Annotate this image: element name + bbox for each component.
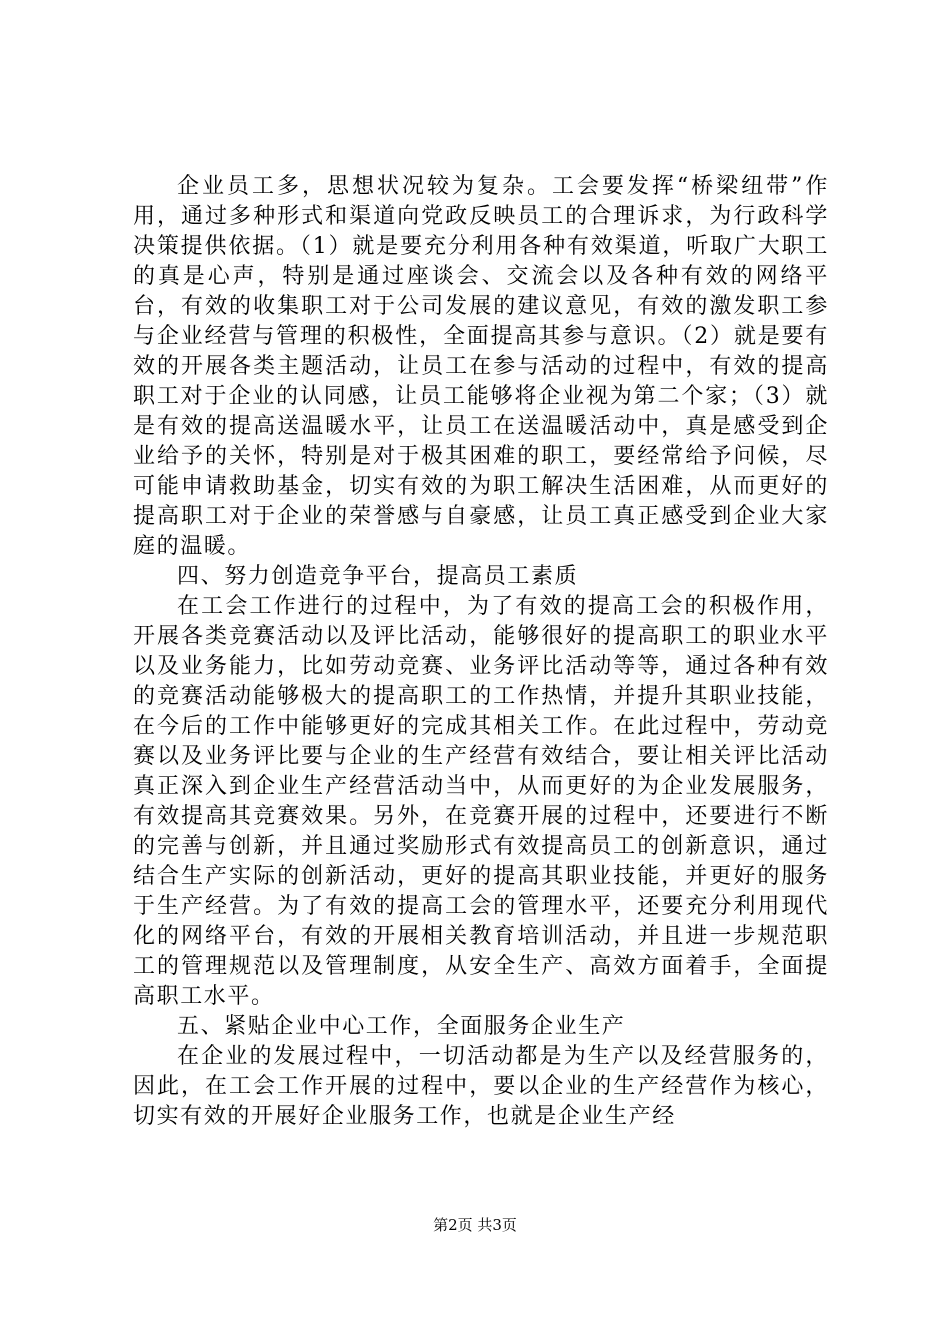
page-number-footer: 第2页 共3页 bbox=[433, 1216, 517, 1234]
paragraph-employee-demands: 企业员工多，思想状况较为复杂。工会要发挥“桥梁纽带”作用，通过多种形式和渠道向党政反映员工的合理诉求，为行政科学决策提供依据。（1）就是要充分利用各种有效渠道，听取广大职工的真是心声，特别是通过座谈会、交流会以及各种有效的网络平台，有效的收集职工对于公司发展的建议意见，有效的激发职工参与企业经营与管理的积极性，全面提高其参与意识。（2）就是要有效的开展各类主题活动，让员工在参与活动的过程中，有效的提高职工对于企业的认同感，让员工能够将企业视为第二个家；（3）就是有效的提高送温暖水平，让员工在送温暖活动中，真是感受到企业给予的关怀，特别是对于极其困难的职工，要经常给予问候，尽可能申请救助基金，切实有效的为职工解决生活困难，从而更好的提高职工对于企业的荣誉感与自豪感，让员工真正感受到企业大家庭的温暖。 bbox=[133, 174, 829, 559]
section-heading-4: 四、努力创造竞争平台，提高员工素质 bbox=[177, 564, 579, 589]
document-body bbox=[133, 172, 829, 1132]
paragraph-competition-platform: 在工会工作进行的过程中，为了有效的提高工会的积极作用，开展各类竞赛活动以及评比活动，能够很好的提高职工的职业水平以及业务能力，比如劳动竞赛、业务评比活动等等，通过各种有效的竞赛活动能够极大的提高职工的工作热情，并提升其职业技能，在今后的工作中能够更好的完成其相关工作。在此过程中，劳动竞赛以及业务评比要与企业的生产经营有效结合，要让相关评比活动真正深入到企业生产经营活动当中，从而更好的为企业发展服务，有效提高其竞赛效果。另外，在竞赛开展的过程中，还要进行不断的完善与创新，并且通过奖励形式有效提高员工的创新意识，通过结合生产实际的创新活动，更好的提高其职业技能，并更好的服务于生产经营。为了有效的提高工会的管理水平，还要充分利用现代化的网络平台，有效的开展相关教育培训活动，并且进一步规范职工的管理规范以及管理制度，从安全生产、高效方面着手，全面提高职工水平。 bbox=[133, 594, 829, 1009]
paragraph-serve-production: 在企业的发展过程中，一切活动都是为生产以及经营服务的，因此，在工会工作开展的过程中，要以企业的生产经营作为核心，切实有效的开展好企业服务工作，也就是企业生产经 bbox=[133, 1044, 829, 1129]
section-heading-5: 五、紧贴企业中心工作，全面服务企业生产 bbox=[177, 1014, 626, 1039]
